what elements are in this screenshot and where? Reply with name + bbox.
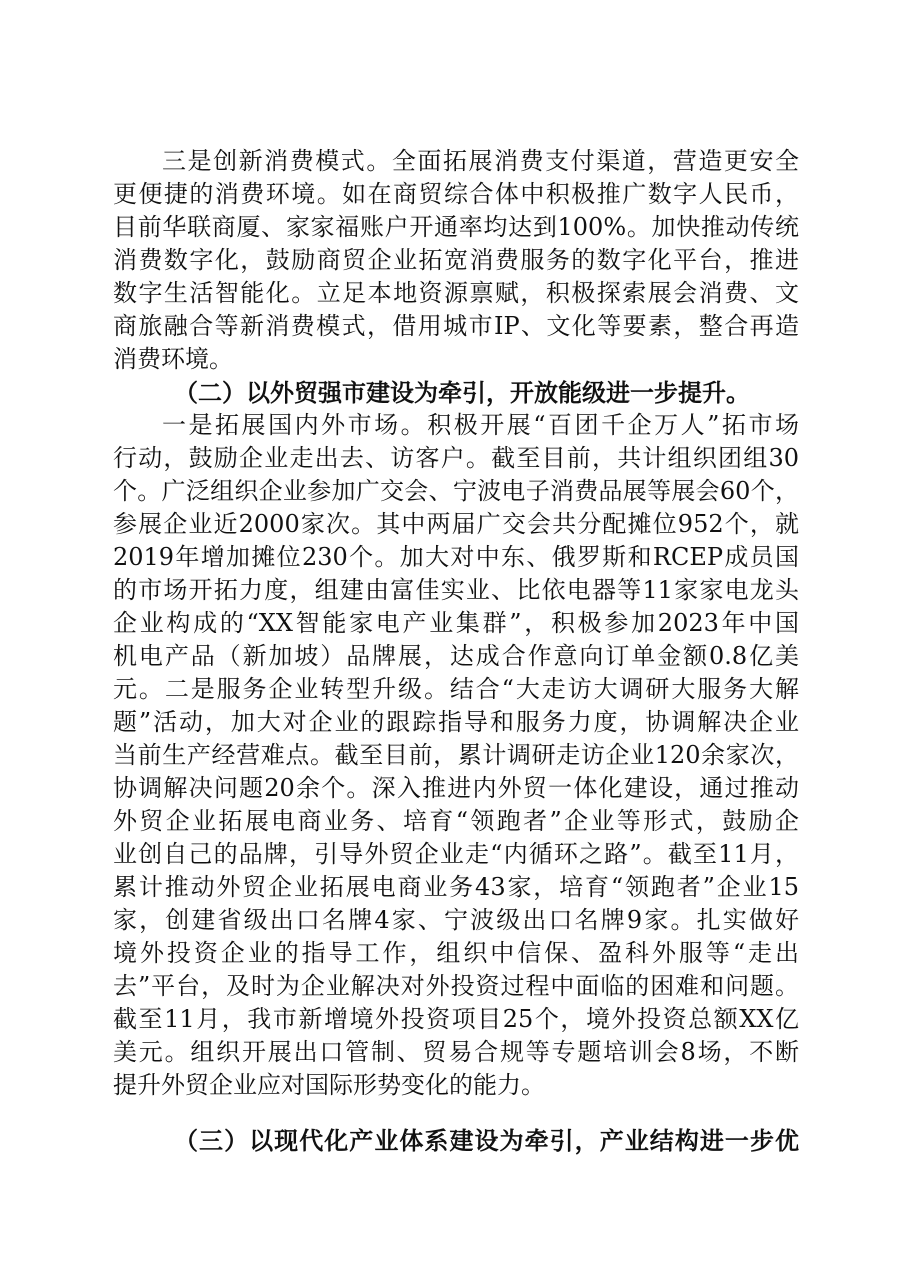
text-line: 家，创建省级出口名牌4家、宁波级出口名牌9家。扎实做好 (113, 906, 799, 934)
text-line: 个。广泛组织企业参加广交会、宁波电子消费品展等展会60个， (113, 477, 799, 505)
text-line: 2019年增加摊位230个。加大对中东、俄罗斯和RCEP成员国 (113, 543, 799, 571)
text-line: 消费环境。 (113, 345, 233, 373)
text-line: 境外投资企业的指导工作，组织中信保、盈科外服等“走出 (113, 939, 799, 967)
section-heading: （二）以外贸强市建设为牵引，开放能级进一步提升。 (174, 378, 750, 407)
text-line: 当前生产经营难点。截至目前，累计调研走访企业120余家次， (113, 741, 799, 769)
text-line: 提升外贸企业应对国际形势变化的能力。 (113, 1071, 545, 1099)
section-heading: （三）以现代化产业体系建设为牵引，产业结构进一步优 (174, 1126, 799, 1155)
text-line: 美元。组织开展出口管制、贸易合规等专题培训会8场，不断 (113, 1038, 799, 1066)
text-line: 题”活动，加大对企业的跟踪指导和服务力度，协调解决企业 (113, 708, 799, 736)
text-line: 三是创新消费模式。全面拓展消费支付渠道，营造更安全 (162, 147, 799, 175)
text-line: 目前华联商厦、家家福账户开通率均达到100%。加快推动传统 (113, 213, 799, 241)
paragraph-foreign-trade (113, 409, 799, 1102)
text-line: 的市场开拓力度，组建由富佳实业、比依电器等11家家电龙头 (113, 576, 799, 604)
text-line: 去”平台，及时为企业解决对外投资过程中面临的困难和问题。 (113, 972, 799, 1000)
text-line: 参展企业近2000家次。其中两届广交会共分配摊位952个，就 (113, 510, 799, 538)
text-line: 企业构成的“XX智能家电产业集群”，积极参加2023年中国 (113, 609, 799, 637)
section-heading-industry (113, 1124, 799, 1157)
text-line: 商旅融合等新消费模式，借用城市IP、文化等要素，整合再造 (113, 312, 799, 340)
text-line: 一是拓展国内外市场。积极开展“百团千企万人”拓市场 (162, 411, 799, 439)
paragraph-consumption-mode (113, 145, 799, 376)
text-line: 元。二是服务企业转型升级。结合“大走访大调研大服务大解 (113, 675, 799, 703)
text-line: 截至11月，我市新增境外投资项目25个，境外投资总额XX亿 (113, 1005, 799, 1033)
text-line: 消费数字化，鼓励商贸企业拓宽消费服务的数字化平台，推进 (113, 246, 799, 274)
text-line: 协调解决问题20余个。深入推进内外贸一体化建设，通过推动 (113, 774, 799, 802)
text-line: 更便捷的消费环境。如在商贸综合体中积极推广数字人民币， (113, 180, 799, 208)
text-line: 累计推动外贸企业拓展电商业务43家，培育“领跑者”企业15 (113, 873, 799, 901)
section-heading-foreign-trade (113, 376, 799, 409)
text-line: 外贸企业拓展电商业务、培育“领跑者”企业等形式，鼓励企 (113, 807, 799, 835)
text-line: 机电产品（新加坡）品牌展，达成合作意向订单金额0.8亿美 (113, 642, 799, 670)
text-line: 行动，鼓励企业走出去、访客户。截至目前，共计组织团组30 (113, 444, 799, 472)
text-line: 数字生活智能化。立足本地资源禀赋，积极探索展会消费、文 (113, 279, 799, 307)
text-line: 业创自己的品牌，引导外贸企业走“内循环之路”。截至11月， (113, 840, 799, 868)
